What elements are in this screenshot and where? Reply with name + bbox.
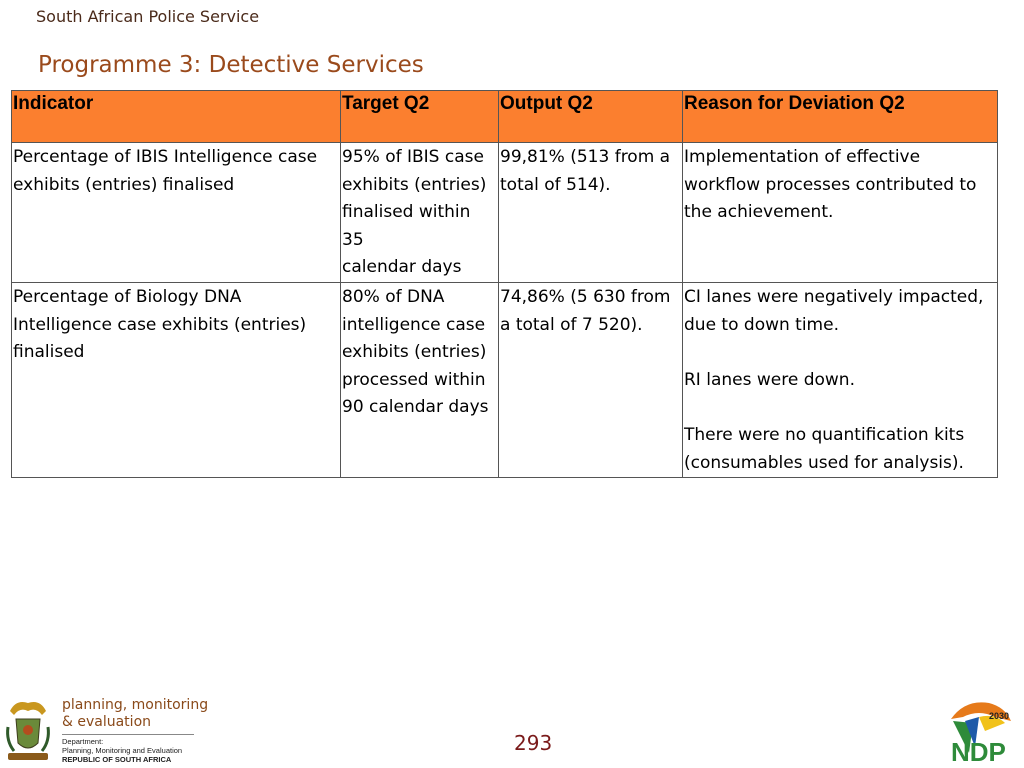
coat-of-arms-icon — [2, 697, 54, 763]
logo-department-name: Planning, Monitoring and Evaluation — [62, 746, 183, 755]
target-cell: 95% of IBIS case exhibits (entries) finalised within 35 calendar days — [341, 143, 499, 283]
reason-cell: CI lanes were negatively impacted, due to down time. RI lanes were down. There were no quantification kits (consumables used for analysis). — [683, 282, 998, 477]
table-row — [12, 282, 998, 477]
column-header-output: Output Q2 — [499, 91, 683, 143]
organisation-name: South African Police Service — [36, 7, 260, 26]
reason-cell: Implementation of effective workflow processes contributed to the achievement. — [683, 143, 998, 283]
page-number: 293 — [514, 731, 553, 755]
column-header-reason: Reason for Deviation Q2 — [683, 91, 998, 143]
logo-divider — [62, 734, 194, 735]
ndp-text: NDP — [951, 737, 1006, 765]
output-cell: 99,81% (513 from a total of 514). — [499, 143, 683, 283]
table-header-row — [12, 91, 998, 143]
indicator-table — [11, 90, 998, 478]
logo-text-line2: & evaluation — [62, 714, 152, 730]
table-row — [12, 143, 998, 283]
logo-country: REPUBLIC OF SOUTH AFRICA — [62, 755, 172, 764]
logo-text-line1: planning, monitoring — [62, 697, 209, 713]
output-cell: 74,86% (5 630 from a total of 7 520). — [499, 282, 683, 477]
target-cell: 80% of DNA intelligence case exhibits (entries) processed within 90 calendar days — [341, 282, 499, 477]
dpme-logo — [2, 695, 209, 765]
indicator-cell: Percentage of IBIS Intelligence case exhibits (entries) finalised — [12, 143, 341, 283]
logo-department-label: Department: — [62, 737, 104, 746]
ndp-year-text: 2030 — [989, 711, 1010, 721]
indicator-cell: Percentage of Biology DNA Intelligence case exhibits (entries) finalised — [12, 282, 341, 477]
column-header-target: Target Q2 — [341, 91, 499, 143]
page-title: Programme 3: Detective Services — [38, 52, 424, 78]
column-header-indicator: Indicator — [12, 91, 341, 143]
ndp-2030-logo — [945, 697, 1017, 765]
